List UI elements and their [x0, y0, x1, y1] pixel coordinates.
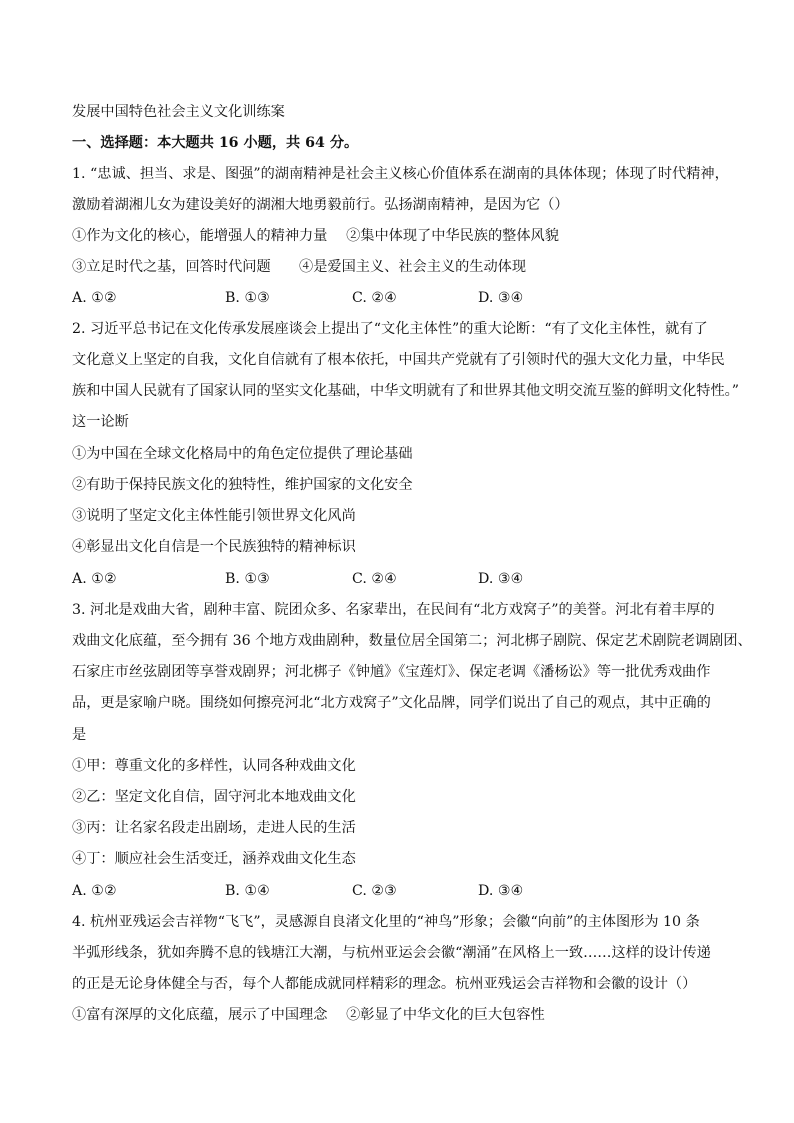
q2-stem-line-2: 文化意义上坚定的自我，文化自信就有了根本依托，中国共产党就有了引领时代的强大文化力量，中华民 — [72, 352, 725, 368]
q3-stem-line-1: 3. 河北是戏曲大省，剧种丰富、院团众多、名家辈出，在民间有“北方戏窝子”的美誉。河北有着丰厚的 — [72, 602, 715, 618]
q3-stem-line-2: 戏曲文化底蕴，至今拥有 36 个地方戏曲剧种，数量位居全国第二；河北梆子剧院、保定艺术剧院老调剧团、 — [72, 633, 752, 649]
q3-stem-line-5: 是 — [72, 727, 87, 743]
q4-statement-line-1: ①富有深厚的文化底蕴，展示了中国理念 ②彰显了中华文化的巨大包容性 — [72, 1007, 545, 1023]
q3-option-d: D. ③④ — [478, 883, 524, 899]
section-heading: 一、选择题：本大题共 16 小题，共 64 分。 — [72, 135, 359, 151]
q1-option-d: D. ③④ — [478, 290, 524, 306]
q2-option-a: A. ①② — [72, 571, 117, 587]
q3-stem-line-3: 石家庄市丝弦剧团等享誉戏剧界；河北梆子《钟馗》《宝莲灯》、保定老调《潘杨讼》等一批优秀戏曲作 — [72, 664, 711, 680]
q3-option-c: C. ②③ — [352, 883, 397, 899]
q3-statement-3: ③丙：让名家名段走出剧场，走进人民的生活 — [72, 820, 356, 836]
q2-statement-1: ①为中国在全球文化格局中的角色定位提供了理论基础 — [72, 446, 413, 462]
q3-statement-1: ①甲：尊重文化的多样性，认同各种戏曲文化 — [72, 758, 356, 774]
q2-statement-2: ②有助于保持民族文化的独特性，维护国家的文化安全 — [72, 477, 413, 493]
q1-statement-line-2: ③立足时代之基，回答时代问题 ④是爱国主义、社会主义的生动体现 — [72, 259, 527, 275]
q4-stem-line-2: 半弧形线条，犹如奔腾不息的钱塘江大潮，与杭州亚运会会徽“潮涌”在风格上一致……这样的设计传递 — [72, 945, 711, 961]
q1-statement-line-1: ①作为文化的核心，能增强人的精神力量 ②集中体现了中华民族的整体风貌 — [72, 228, 559, 244]
q1-option-b: B. ①③ — [225, 290, 270, 306]
q2-stem-line-3: 族和中国人民就有了国家认同的坚实文化基础，中华文明就有了和世界其他文明交流互鉴的鲜明文化特性。” — [72, 383, 739, 399]
q1-option-c: C. ②④ — [352, 290, 397, 306]
q3-statement-4: ④丁：顺应社会生活变迁，涵养戏曲文化生态 — [72, 851, 356, 867]
q2-stem-line-4: 这一论断 — [72, 414, 129, 430]
q2-stem-line-1: 2. 习近平总书记在文化传承发展座谈会上提出了“文化主体性”的重大论断：“有了文化主体性，就有了 — [72, 321, 708, 337]
q2-option-c: C. ②④ — [352, 571, 397, 587]
q4-stem-line-1: 4. 杭州亚残运会吉祥物“飞飞”，灵感源自良渚文化里的“神鸟”形象；会徽“向前”的主体图形为 10 条 — [72, 914, 700, 930]
q3-option-b: B. ①④ — [225, 883, 270, 899]
q2-option-b: B. ①③ — [225, 571, 270, 587]
q2-statement-3: ③说明了坚定文化主体性能引领世界文化风尚 — [72, 508, 356, 524]
q1-option-a: A. ①② — [72, 290, 117, 306]
q1-stem-line-2: 激励着湖湘儿女为建设美好的湖湘大地勇毅前行。弘扬湖南精神，是因为它（） — [72, 197, 569, 213]
q4-stem-line-3: 的正是无论身体健全与否，每个人都能成就同样精彩的理念。杭州亚残运会吉祥物和会徽的设计（） — [72, 976, 697, 992]
q3-option-a: A. ①② — [72, 883, 117, 899]
q3-statement-2: ②乙：坚定文化自信，固守河北本地戏曲文化 — [72, 789, 356, 805]
q3-stem-line-4: 品，更是家喻户晓。围绕如何擦亮河北“北方戏窝子”文化品牌，同学们说出了自己的观点，其中正确的 — [72, 695, 711, 711]
q2-option-d: D. ③④ — [478, 571, 524, 587]
q1-stem-line-1: 1. “忠诚、担当、求是、图强”的湖南精神是社会主义核心价值体系在湖南的具体体现；体现了时代精神， — [72, 166, 729, 182]
q2-statement-4: ④彰显出文化自信是一个民族独特的精神标识 — [72, 539, 356, 555]
document-title: 发展中国特色社会主义文化训练案 — [72, 104, 285, 120]
